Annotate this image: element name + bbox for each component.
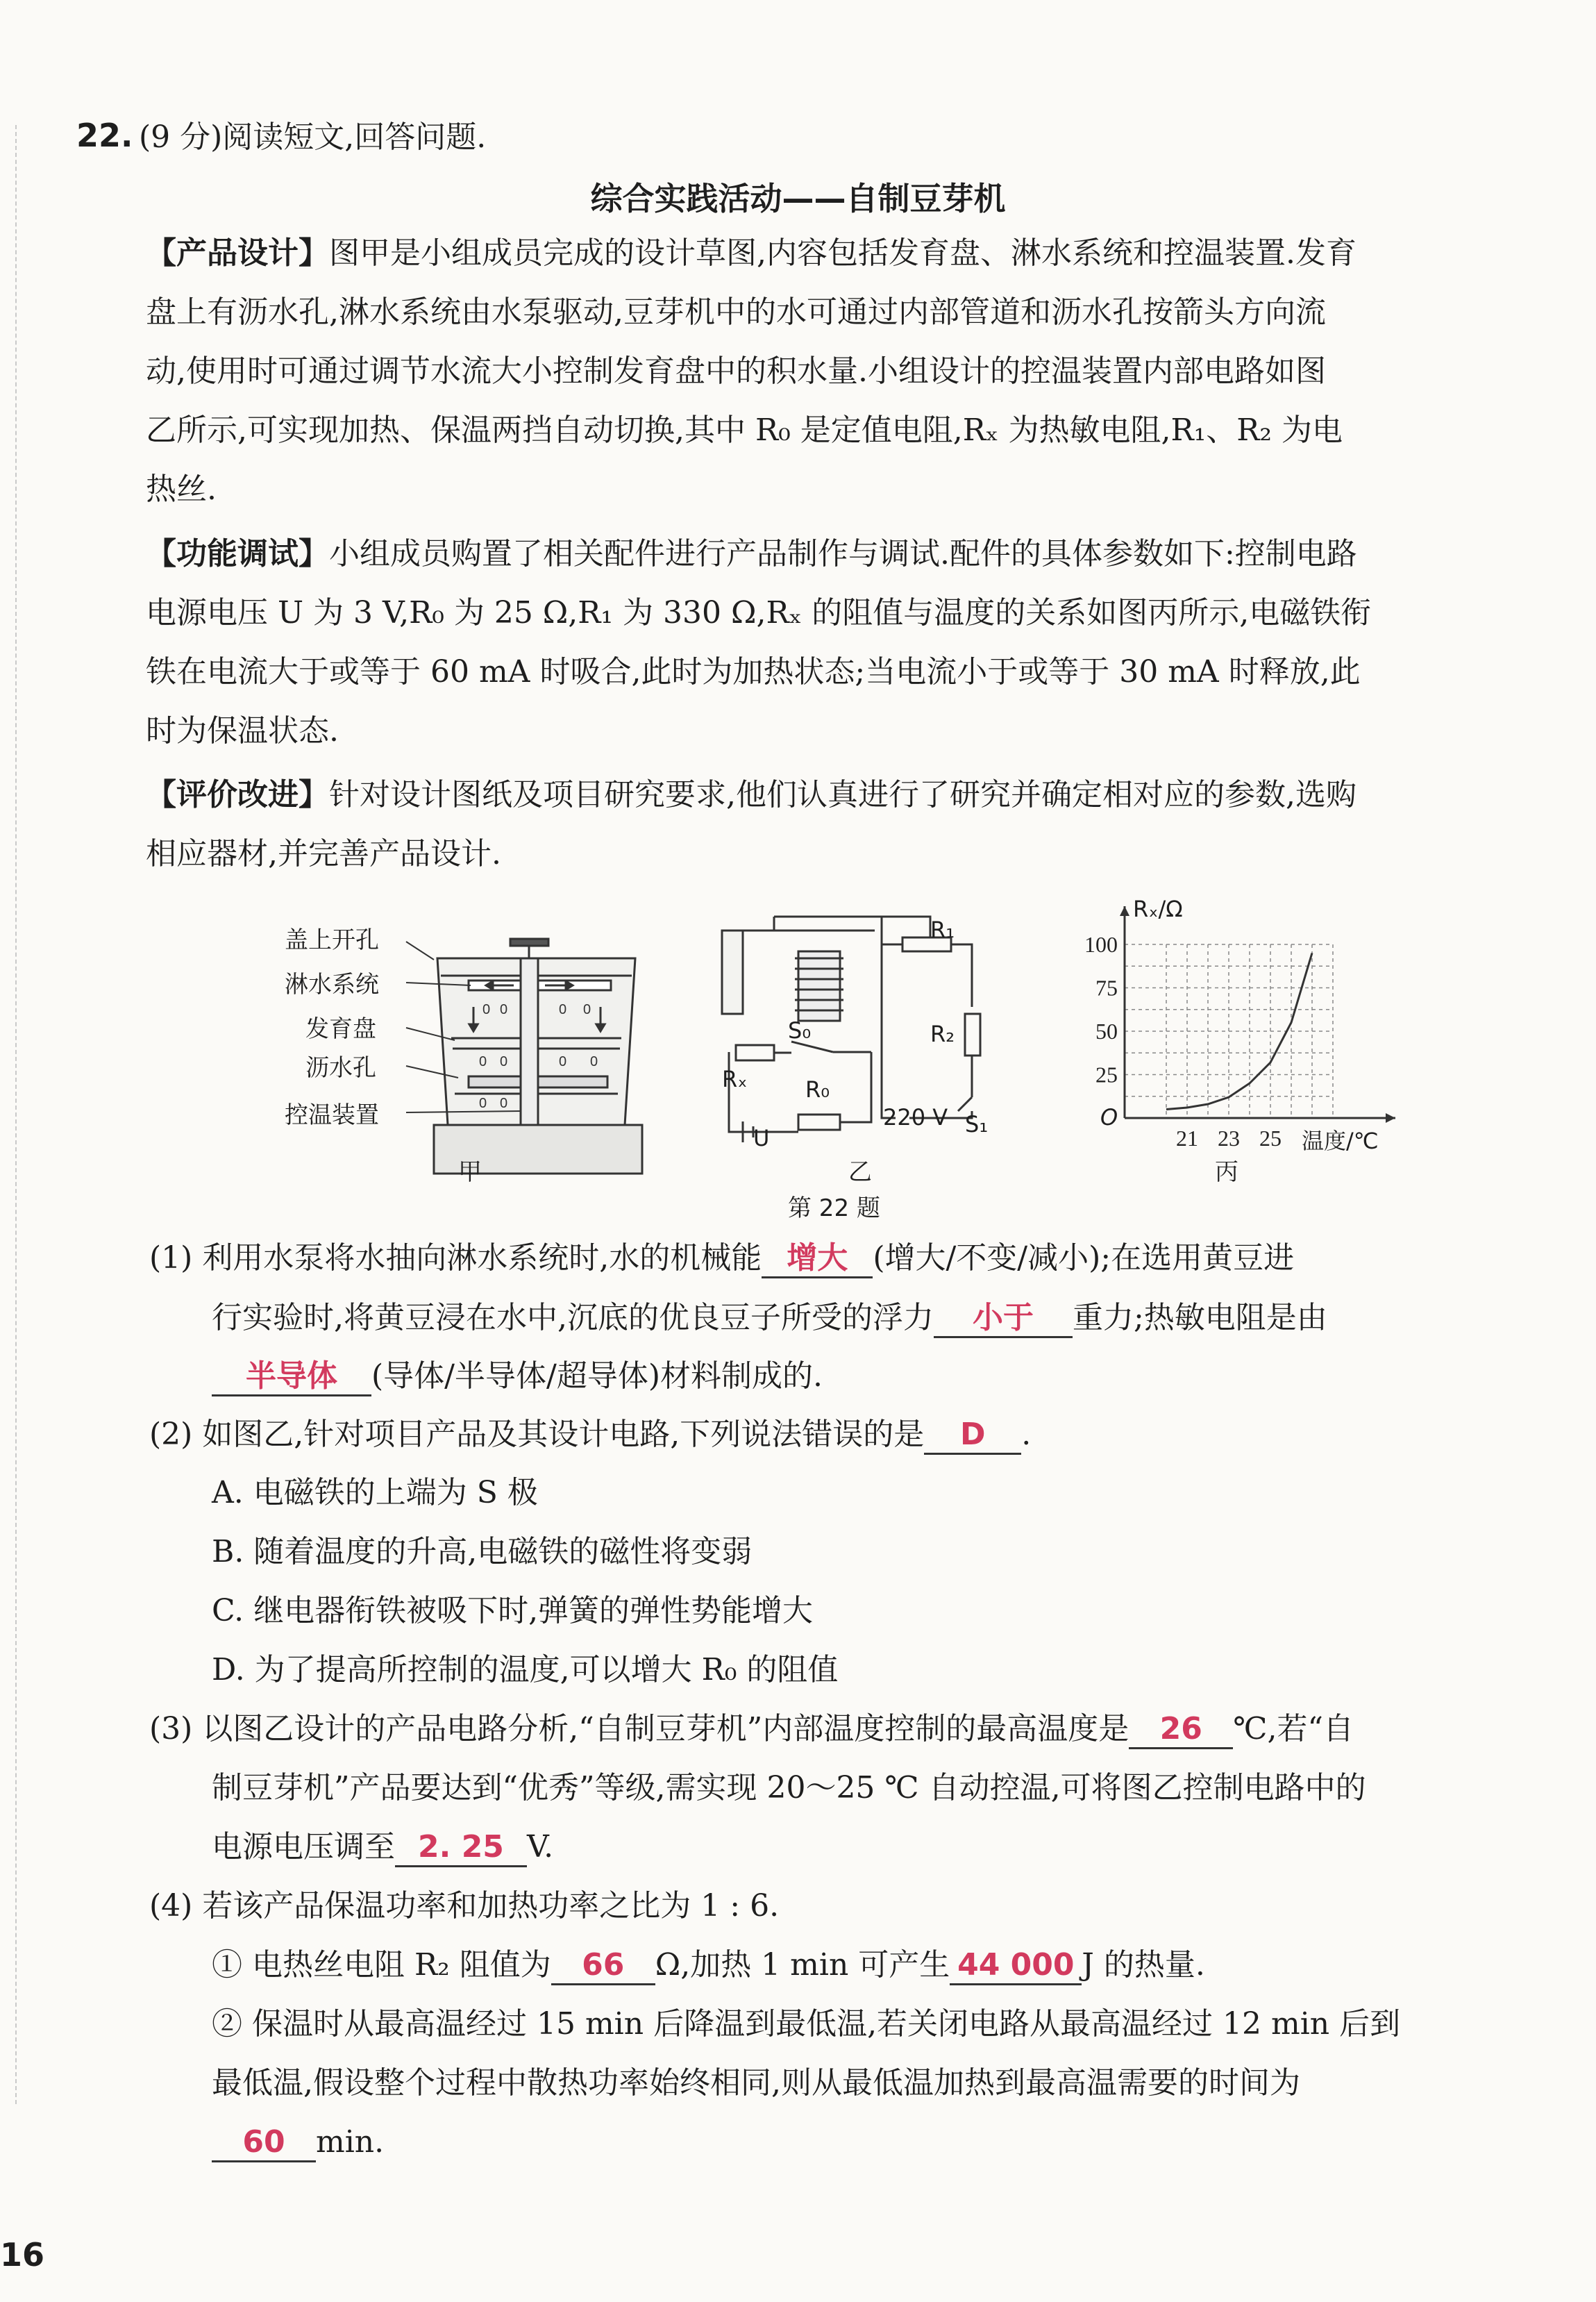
section-head-eval: 【评价改进】	[146, 777, 329, 812]
svg-text:0: 0	[500, 1002, 508, 1017]
svg-text:0: 0	[479, 1096, 487, 1111]
question-intro: (9 分)阅读短文,回答问题.	[139, 119, 487, 155]
x-axis-label: 温度/℃	[1302, 1128, 1379, 1154]
label-lid-hole: 盖上开孔	[285, 926, 379, 954]
q3-line3: 电源电压调至 2. 25 V.	[212, 1826, 553, 1868]
q2-option-d: D. 为了提高所控制的温度,可以增大 R₀ 的阻值	[212, 1652, 839, 1687]
paragraph-debug-line1: 【功能调试】小组成员购置了相关配件进行产品制作与调试.配件的具体参数如下:控制电路	[146, 536, 1357, 572]
paragraph-design-line4: 乙所示,可实现加热、保温两挡自动切换,其中 R₀ 是定值电阻,Rₓ 为热敏电阻,R₁、R₂ 为电	[146, 412, 1343, 448]
q2-stem: (2) 如图乙,针对项目产品及其设计电路,下列说法错误的是 D .	[149, 1414, 1031, 1456]
y-axis-label: Rₓ/Ω	[1133, 896, 1183, 922]
question-number: 22.	[76, 117, 133, 154]
q2-option-c: C. 继电器衔铁被吸下时,弹簧的弹性势能增大	[212, 1593, 814, 1628]
q1-answer-1: 增大	[762, 1240, 873, 1278]
q1-answer-3: 半导体	[212, 1358, 371, 1396]
q1-answer-2: 小于	[934, 1300, 1073, 1338]
q4-answer-3: 60	[212, 2124, 316, 2162]
paragraph-debug-line4: 时为保温状态.	[146, 713, 339, 749]
q1-line3: 半导体 (导体/半导体/超导体)材料制成的.	[212, 1356, 823, 1397]
page-edge-dashed-line	[15, 125, 17, 2104]
paragraph-eval-line2: 相应器材,并完善产品设计.	[146, 836, 501, 871]
caption-yi: 乙	[848, 1158, 872, 1186]
article-title: 综合实践活动——自制豆芽机	[590, 180, 1006, 217]
paragraph-design-line3: 动,使用时可通过调节水流大小控制发育盘中的积水量.小组设计的控温装置内部电路如图	[146, 353, 1326, 389]
resistance-temperature-chart	[1069, 896, 1402, 1153]
paragraph-design-line5: 热丝.	[146, 472, 217, 507]
q2-option-a: A. 电磁铁的上端为 S 极	[212, 1475, 538, 1510]
y-tick-label: 75	[1095, 975, 1118, 1001]
q2-answer: D	[924, 1417, 1021, 1455]
caption-jia: 甲	[458, 1158, 482, 1186]
label-s0: S₀	[788, 1017, 812, 1044]
paragraph-debug-line3: 铁在电流大于或等于 60 mA 时吸合,此时为加热状态;当电流小于或等于 30 mA 时释放,此	[146, 654, 1361, 690]
svg-text:0: 0	[482, 1002, 491, 1017]
paragraph-design-line1: 【产品设计】图甲是小组成员完成的设计草图,内容包括发育盘、淋水系统和控温装置.发育	[146, 235, 1356, 271]
label-220v: 220 V	[883, 1104, 948, 1131]
q3-line2: 制豆芽机”产品要达到“优秀”等级,需实现 20～25 ℃ 自动控温,可将图乙控制电路中的	[212, 1770, 1366, 1805]
q1-line2: 行实验时,将黄豆浸在水中,沉底的优良豆子所受的浮力 小于 重力;热敏电阻是由	[212, 1297, 1327, 1339]
x-tick-label: 21	[1176, 1126, 1198, 1151]
q4-sub2-line3: 60 min.	[212, 2121, 384, 2163]
label-growth-tray: 发育盘	[305, 1015, 376, 1043]
svg-text:0: 0	[559, 1054, 567, 1069]
figure-bing	[1069, 896, 1402, 1153]
svg-text:0: 0	[590, 1054, 598, 1069]
label-temp-control: 控温装置	[285, 1101, 379, 1129]
q3-answer-2: 2. 25	[395, 1829, 527, 1867]
label-r0: R₀	[805, 1076, 830, 1103]
section-head-design: 【产品设计】	[146, 235, 329, 271]
label-u: U	[753, 1125, 770, 1151]
paragraph-design-line2: 盘上有沥水孔,淋水系统由水泵驱动,豆芽机中的水可通过内部管道和沥水孔按箭头方向流	[146, 294, 1326, 330]
page-number: 16	[0, 2236, 45, 2274]
caption-bing: 丙	[1215, 1158, 1238, 1186]
section-head-debug: 【功能调试】	[146, 536, 329, 572]
q4-answer-1: 66	[551, 1947, 655, 1985]
svg-text:0: 0	[559, 1002, 567, 1017]
svg-text:0: 0	[479, 1054, 487, 1069]
paragraph-debug-line2: 电源电压 U 为 3 V,R₀ 为 25 Ω,R₁ 为 330 Ω,Rₓ 的阻值与温度的关系如图丙所示,电磁铁衔	[146, 595, 1372, 631]
q4-answer-2: 44 000	[950, 1947, 1082, 1985]
q4-sub2-line1: ② 保温时从最高温经过 15 min 后降温到最低温,若关闭电路从最高温经过 12 min 后到	[212, 2006, 1401, 2042]
x-tick-label: 25	[1259, 1126, 1282, 1151]
label-drain-hole: 沥水孔	[305, 1054, 376, 1082]
label-s1: S₁	[965, 1111, 989, 1137]
y-tick-label: 50	[1095, 1019, 1118, 1044]
q2-option-b: B. 随着温度的升高,电磁铁的磁性将变弱	[212, 1534, 753, 1569]
y-tick-label: 25	[1095, 1062, 1118, 1087]
y-tick-label: 100	[1084, 932, 1118, 957]
label-r2: R₂	[930, 1021, 955, 1047]
figure-yi	[701, 903, 1027, 1153]
q4-stem: (4) 若该产品保温功率和加热功率之比为 1 : 6.	[149, 1888, 780, 1924]
svg-text:0: 0	[500, 1096, 508, 1111]
q4-sub1: ① 电热丝电阻 R₂ 阻值为 66 Ω,加热 1 min 可产生 44 000 J 的热量.	[212, 1944, 1205, 1986]
x-tick-label: 23	[1218, 1126, 1240, 1151]
q3-answer-1: 26	[1129, 1711, 1233, 1749]
figure-caption: 第 22 题	[788, 1194, 880, 1222]
label-r1: R₁	[930, 917, 955, 943]
svg-text:0: 0	[500, 1054, 508, 1069]
paragraph-eval-line1: 【评价改进】针对设计图纸及项目研究要求,他们认真进行了研究并确定相对应的参数,选购	[146, 777, 1356, 812]
q4-sub2-line2: 最低温,假设整个过程中散热功率始终相同,则从最低温加热到最高温需要的时间为	[212, 2065, 1300, 2101]
q1-line1: (1) 利用水泵将水抽向淋水系统时,水的机械能 增大 (增大/不变/减小);在选用黄豆进	[149, 1237, 1294, 1279]
origin-label: O	[1100, 1104, 1118, 1131]
label-shower-system: 淋水系统	[285, 971, 379, 999]
label-rx: Rₓ	[722, 1066, 748, 1092]
q3-line1: (3) 以图乙设计的产品电路分析,“自制豆芽机”内部温度控制的最高温度是 26 ℃,若“自	[149, 1708, 1354, 1750]
svg-text:0: 0	[583, 1002, 591, 1017]
